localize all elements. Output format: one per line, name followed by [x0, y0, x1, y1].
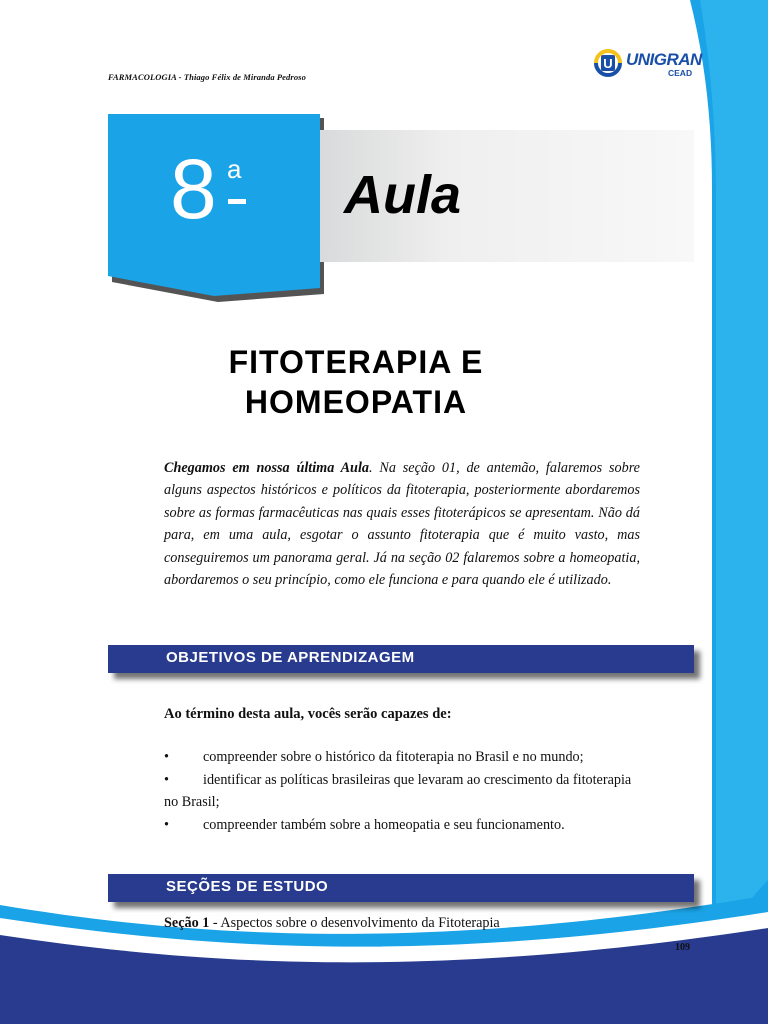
section-1-label: Seção 1 [164, 915, 210, 931]
sections-heading: SEÇÕES DE ESTUDO [166, 878, 329, 895]
list-item [164, 814, 694, 837]
intro-paragraph [164, 457, 640, 591]
list-item-text: compreender sobre o histórico da fitoterapia no Brasil e no mundo; [203, 749, 584, 765]
right-swoosh-inner [700, 0, 768, 950]
page-number: 109 [675, 942, 690, 953]
intro-lead: Chegamos em nossa última Aula [164, 460, 369, 476]
aula-word: Aula [344, 165, 462, 225]
list-item [164, 746, 694, 769]
objectives-heading: OBJETIVOS DE APRENDIZAGEM [166, 649, 415, 666]
list-item-continuation: no Brasil; [164, 794, 220, 810]
title-line-1: FITOTERAPIA E [228, 344, 484, 380]
list-item-text: compreender também sobre a homeopatia e seu funcionamento. [203, 816, 565, 833]
objectives-list [164, 746, 694, 836]
logo-sub: CEAD [668, 68, 693, 78]
lesson-ordinal-mark: a [227, 154, 242, 184]
logo-mark-letter: U [603, 56, 613, 71]
unigran-logo [592, 47, 702, 81]
bullet-symbol: • [164, 771, 169, 788]
intro-body: . Na seção 01, de antemão, falaremos sobre alguns aspectos históricos e políticos da fitoterapia, posteriormente abordaremos sobre as formas farmacêuticas nas quais esses fitoterápicos se apresentam. Não dá para, em uma aula, esgotar o assunto fitoterapia que é muito vasto, mas conseguiremos um panorama geral. Já na seção 02 falaremos sobre a homeopatia, abordaremos o seu princípio, como ele funciona e para quando ele é utilizado. [164, 460, 640, 589]
ordinal-underline [228, 199, 246, 204]
list-item-text: identificar as políticas brasileiras que levaram ao crescimento da fitoterapia [203, 771, 632, 788]
running-head: FARMACOLOGIA - Thiago Félix de Miranda Pedroso [108, 72, 306, 82]
lesson-number: 8 [170, 142, 217, 236]
bullet-symbol: • [164, 749, 169, 765]
objectives-heading-band [108, 645, 694, 673]
sections-heading-band [108, 874, 694, 902]
objectives-lead: Ao término desta aula, vocês serão capazes de: [164, 706, 452, 722]
section-1-line [164, 915, 500, 932]
bullet-symbol: • [164, 816, 169, 833]
title-line-2: HOMEOPATIA [244, 384, 468, 420]
section-1-text: - Aspectos sobre o desenvolvimento da Fitoterapia [209, 915, 500, 931]
list-item [164, 769, 694, 792]
logo-mark-icon [592, 47, 624, 79]
lesson-title [108, 342, 604, 422]
logo-name: UNIGRAN [626, 50, 702, 69]
